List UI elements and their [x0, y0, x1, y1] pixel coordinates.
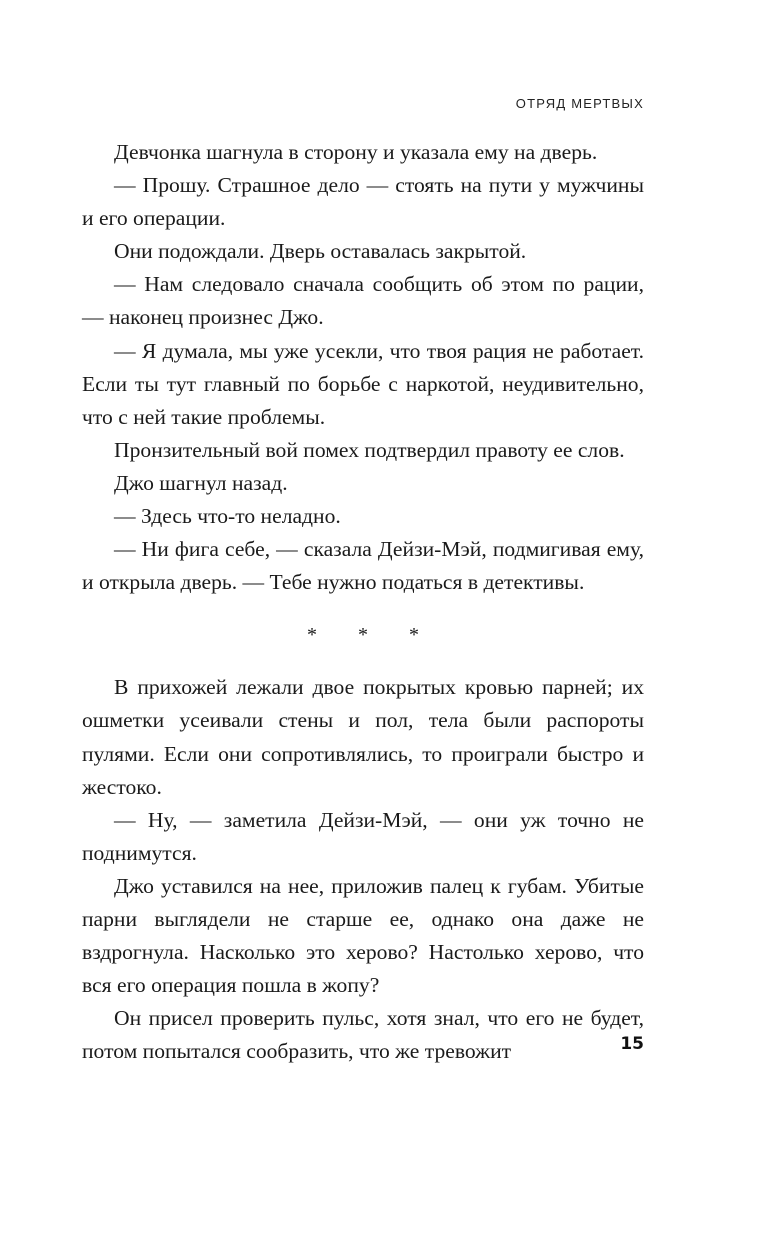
paragraph: Они подождали. Дверь оставалась закрытой. [114, 239, 527, 264]
page-number: 15 [620, 1034, 644, 1054]
paragraph: — Прошу. Страшное дело — стоять на пути у мужчины и его операции. [82, 173, 644, 231]
paragraph: — Ну, — заметила Дейзи-Мэй, — они уж точно не поднимутся. [82, 807, 644, 865]
running-head: ОТРЯД МЕРТВЫХ [515, 96, 644, 111]
paragraph: Он присел проверить пульс, хотя знал, что его не будет, потом попытался сообразить, что же тревожит [82, 1006, 644, 1064]
paragraph: — Здесь что-то неладно. [114, 504, 341, 529]
paragraph: Пронзительный вой помех подтвердил правоту ее слов. [114, 437, 625, 462]
paragraph: Джо шагнул назад. [114, 470, 288, 495]
paragraph: В прихожей лежали двое покрытых кровью парней; их ошметки усеивали стены и пол, тела были распороты пулями. Если они сопротивлялись, то проиграли быстро и жестоко. [82, 675, 644, 799]
paragraph: — Нам следовало сначала сообщить об этом по рации, — наконец произнес Джо. [82, 272, 644, 330]
paragraph: — Ни фига себе, — сказала Дейзи-Мэй, подмигивая ему, и открыла дверь. — Тебе нужно податься в детективы. [82, 537, 644, 595]
paragraph: — Я думала, мы уже усекли, что твоя рация не работает. Если ты тут главный по борьбе с наркотой, неудивительно, что с ней такие проблемы. [82, 338, 644, 429]
paragraph: Джо уставился на нее, приложив палец к губам. Убитые парни выглядели не старше ее, однако она даже не вздрогнула. Насколько это херово? Настолько херово, что вся его операция пошла в жопу? [82, 873, 644, 998]
body-text [82, 136, 644, 1068]
paragraph: Девчонка шагнула в сторону и указала ему на дверь. [114, 140, 598, 164]
scene-break: * * * [307, 624, 437, 647]
